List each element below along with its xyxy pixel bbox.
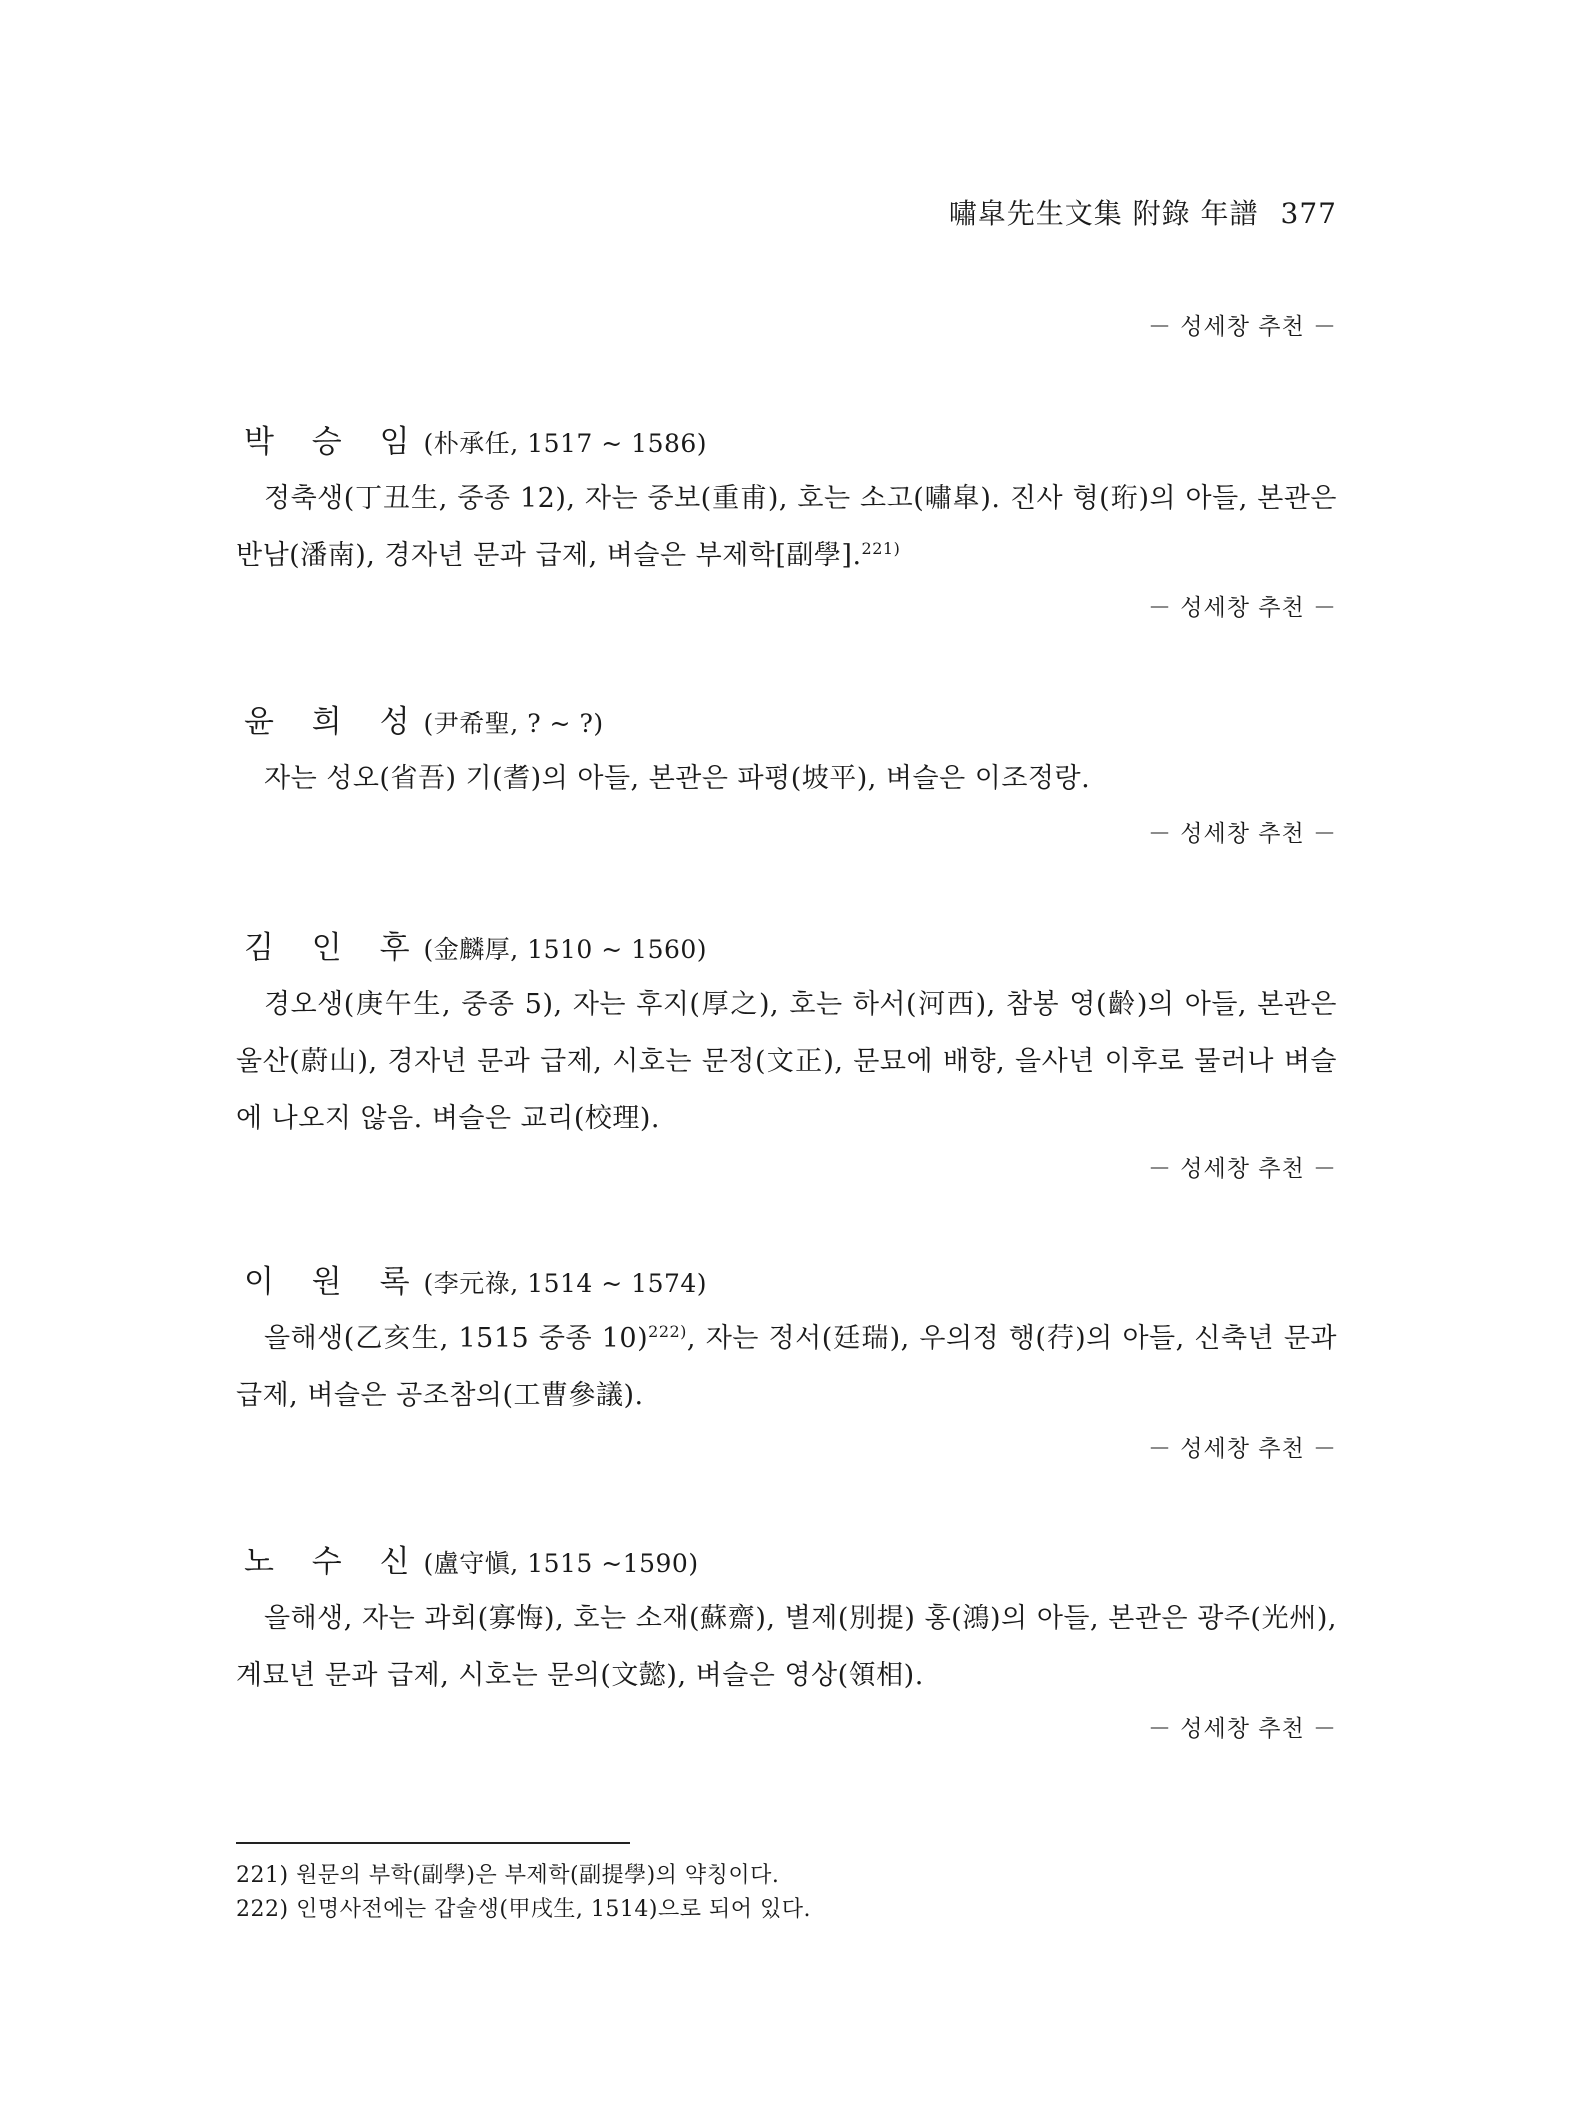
entry-text: 경오생(庚午生, 중종 5), 자는 후지(厚之), 호는 하서(河西), 참봉 영(齡)의 아들, 본관은 울산(蔚山), 경자년 문과 급제, 시호는 문정(文正), 문묘에 배향, 을사년 이후로 물러나 벼슬에 나오지 않음. 벼슬은 교리(校理).: [236, 989, 1337, 1134]
entry-title: [244, 696, 604, 741]
person-name: 윤 희 성: [244, 704, 424, 740]
person-name: 박 승 임: [244, 424, 424, 460]
entry-text: 을해생, 자는 과회(寡悔), 호는 소재(蘇齋), 별제(別提) 홍(鴻)의 아들, 본관은 광주(光州), 계묘년 문과 급제, 시호는 문의(文懿), 벼슬은 영상(領相).: [236, 1603, 1337, 1691]
person-detail: (尹希聖, ? ~ ?): [423, 709, 604, 738]
person-name: 노 수 신: [244, 1544, 424, 1580]
entry-text: 자는 성오(省吾) 기(耆)의 아들, 본관은 파평(坡平), 벼슬은 이조정랑.: [264, 763, 1091, 794]
person-detail: (金麟厚, 1510 ~ 1560): [423, 935, 708, 964]
page-number: 377: [1280, 197, 1337, 230]
entry-body: [236, 470, 1337, 584]
entry-title: [244, 1256, 707, 1301]
entry-title: [244, 922, 707, 967]
entry-text: 정축생(丁丑生, 중종 12), 자는 중보(重甫), 호는 소고(嘯皐). 진사 형(珩)의 아들, 본관은 반남(潘南), 경자년 문과 급제, 벼슬은 부제학[副學].: [236, 483, 1337, 571]
credit-line: － 성세창 추천 －: [1147, 1436, 1337, 1462]
credit-line: － 성세창 추천 －: [1147, 314, 1337, 340]
header-title: 嘯皐先生文集 附錄 年譜: [948, 197, 1259, 230]
footnote-divider: [236, 1842, 630, 1844]
entry-body: [236, 1310, 1337, 1424]
footnote: 221) 원문의 부학(副學)은 부제학(副提學)의 약칭이다.: [236, 1863, 780, 1888]
person-name: 이 원 록: [244, 1264, 424, 1300]
entry-body: [236, 1590, 1337, 1704]
entry-text: , 자는 정서(廷瑞), 우의정 행(荇)의 아들, 신축년 문과 급제, 벼슬은 공조참의(工曹參議).: [236, 1323, 1337, 1411]
footnote-ref: 221): [861, 539, 901, 558]
entry-body: [236, 976, 1337, 1147]
credit-line: － 성세창 추천 －: [1147, 595, 1337, 621]
person-detail: (盧守愼, 1515 ~1590): [423, 1549, 699, 1578]
footnote-ref: 222): [648, 1322, 687, 1341]
running-header: [949, 192, 1337, 232]
credit-line: － 성세창 추천 －: [1147, 1156, 1337, 1182]
person-detail: (朴承任, 1517 ~ 1586): [423, 429, 708, 458]
credit-line: － 성세창 추천 －: [1147, 821, 1337, 847]
person-name: 김 인 후: [244, 930, 424, 966]
person-detail: (李元祿, 1514 ~ 1574): [423, 1269, 708, 1298]
footnote: 222) 인명사전에는 갑술생(甲戌生, 1514)으로 되어 있다.: [236, 1897, 811, 1922]
entry-title: [244, 1536, 699, 1581]
entry-body: [236, 750, 1337, 807]
entry-title: [244, 416, 707, 461]
credit-line: － 성세창 추천 －: [1147, 1716, 1337, 1742]
entry-text: 을해생(乙亥生, 1515 중종 10): [264, 1323, 649, 1354]
